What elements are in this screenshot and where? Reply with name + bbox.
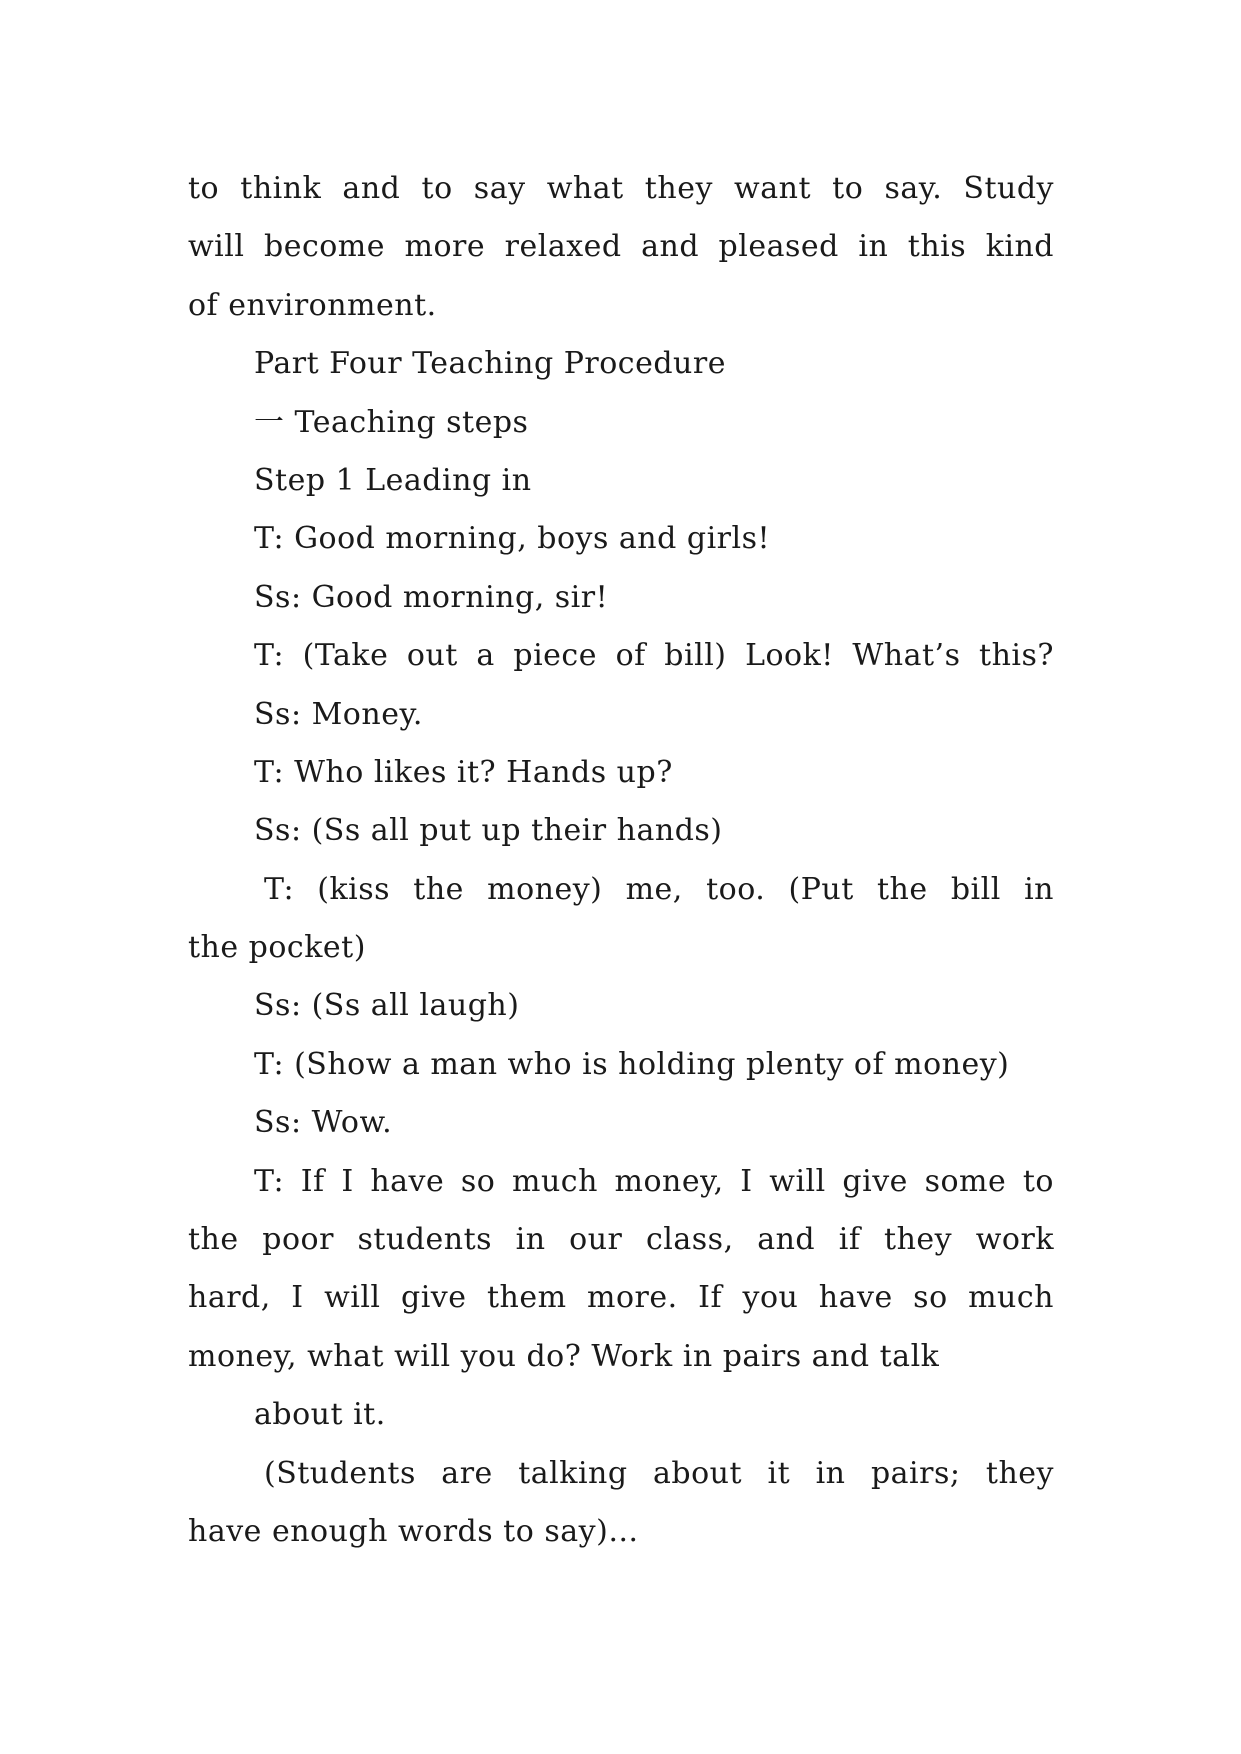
dialogue-line: T: Good morning, boys and girls! — [254, 521, 771, 557]
dialogue-line: Ss: Money. — [254, 696, 423, 732]
text-line: the pocket) — [188, 930, 366, 966]
text-line: about it. — [254, 1397, 386, 1433]
text-line: hard, I will give them more. If you have so much — [188, 1280, 1054, 1316]
dialogue-line: Ss: (Ss all put up their hands) — [254, 813, 723, 849]
dialogue-line: T: (Take out a piece of bill) Look! What’s this? — [254, 638, 1054, 674]
text-line: will become more relaxed and pleased in this kind — [188, 229, 1054, 265]
text-line: money, what will you do? Work in pairs and talk — [188, 1338, 940, 1374]
dialogue-line: Ss: (Ss all laugh) — [254, 988, 520, 1024]
dialogue-line: T: (kiss the money) me, too. (Put the bill in — [264, 871, 1054, 907]
text-line: of environment. — [188, 287, 437, 323]
text-line: have enough words to say)… — [188, 1513, 639, 1549]
dialogue-line: T: (Show a man who is holding plenty of money) — [254, 1046, 1010, 1082]
text-line: (Students are talking about it in pairs; they — [264, 1455, 1054, 1491]
document-body — [188, 160, 1054, 1561]
subsection-heading: 一 Teaching steps — [254, 404, 529, 440]
text-line: to think and to say what they want to say. Study — [188, 171, 1054, 206]
dialogue-line: T: Who likes it? Hands up? — [254, 754, 673, 790]
dialogue-line: Ss: Good morning, sir! — [254, 579, 609, 615]
section-heading: Part Four Teaching Procedure — [254, 346, 726, 382]
dialogue-line: T: If I have so much money, I will give some to — [254, 1163, 1054, 1199]
dialogue-line: Ss: Wow. — [254, 1105, 393, 1141]
text-line: the poor students in our class, and if they work — [188, 1222, 1054, 1258]
step-heading: Step 1 Leading in — [254, 462, 532, 498]
